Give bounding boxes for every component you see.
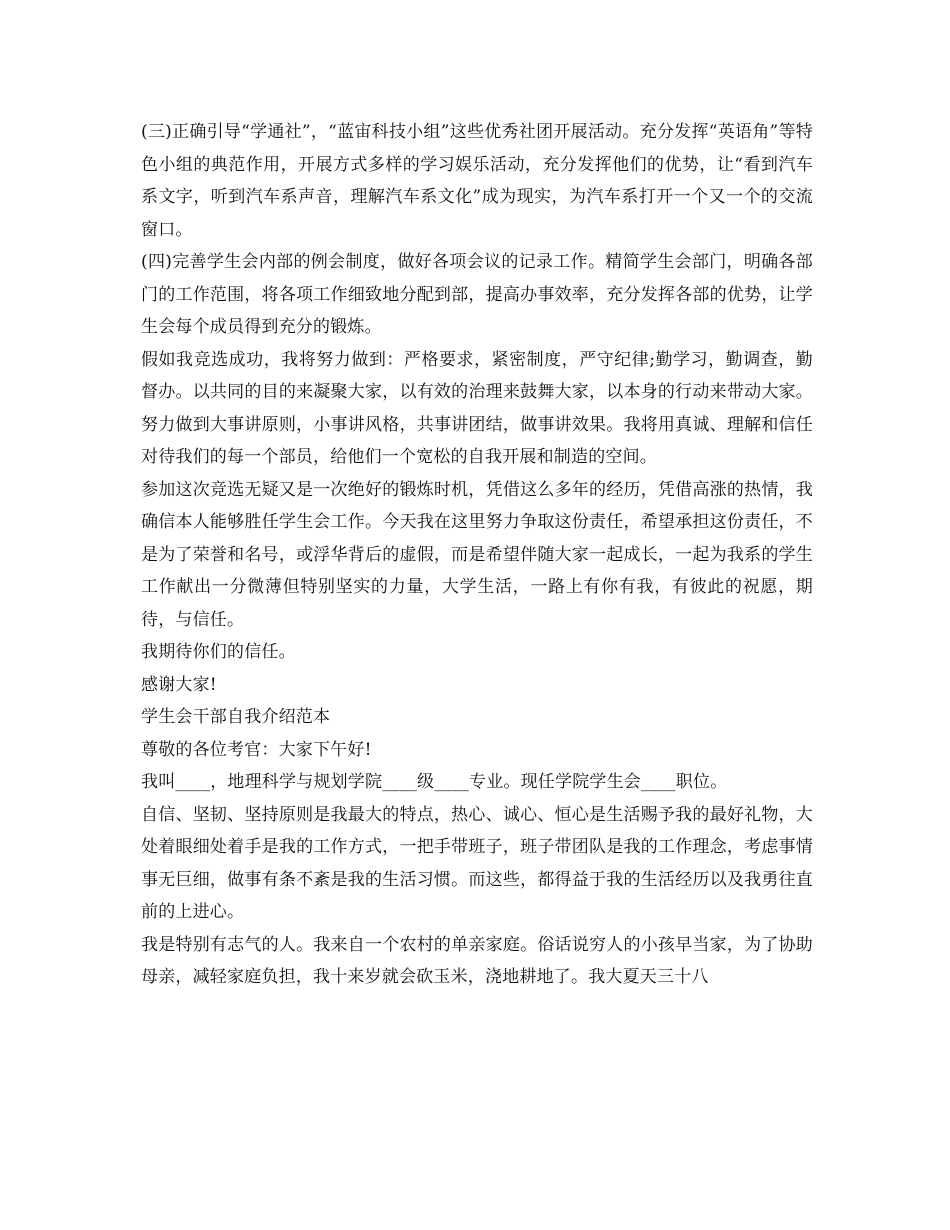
paragraph-greeting: 尊敬的各位考官：大家下午好! (141, 739, 372, 760)
paragraph-section-four: (四)完善学生会内部的例会制度，做好各项会议的记录工作。精简学生会部门，明确各部门的工作范围，将各项工作细致地分配到部，提高办事效率，充分发挥各部的优势，让学生会每个成员得到充分的锻炼。 (141, 252, 813, 337)
paragraph-expect-trust: 我期待你们的信任。 (141, 642, 296, 662)
paragraph-if-elected: 假如我竞选成功，我将努力做到：严格要求，紧密制度，严守纪律;勤学习，勤调查，勤督办。以共同的目的来凝聚大家，以有效的治理来鼓舞大家，以本身的行动来带动大家。努力做到大事讲原则，小事讲风格，共事讲团结，做事讲效果。我将用真诚、理解和信任对待我们的每一个部员，给他们一个宽松的自我开展和制造的空间。 (141, 349, 813, 467)
paragraph-section-three: (三)正确引导“学通社”，“蓝宙科技小组”这些优秀社团开展活动。充分发挥“英语角”等特色小组的典范作用，开展方式多样的学习娱乐活动，充分发挥他们的优势，让“看到汽车系文字，听到汽车系声音，理解汽车系文化”成为现实，为汽车系打开一个又一个的交流窗口。 (141, 122, 813, 240)
paragraph-thanks: 感谢大家! (141, 674, 217, 695)
paragraph-self-intro: 我叫____，地理科学与规划学院____级____专业。现任学院学生会____职位。 (141, 772, 728, 792)
paragraph-background: 我是特别有志气的人。我来自一个农村的单亲家庭。俗话说穷人的小孩早当家，为了协助母亲，减轻家庭负担，我十来岁就会砍玉米，浇地耕地了。我大夏天三十八 (141, 934, 813, 987)
section-title: 学生会干部自我介绍范本 (141, 707, 331, 727)
paragraph-traits: 自信、坚韧、坚持原则是我最大的特点，热心、诚心、恒心是生活赐予我的最好礼物，大处着眼细处着手是我的工作方式，一把手带班子，班子带团队是我的工作理念，考虑事情事无巨细，做事有条不紊是我的生活习惯。而这些，都得益于我的生活经历以及我勇往直前的上进心。 (141, 804, 813, 922)
document-body (141, 116, 813, 994)
paragraph-election-opportunity: 参加这次竞选无疑又是一次绝好的锻炼时机，凭借这么多年的经历，凭借高涨的热情，我确信本人能够胜任学生会工作。今天我在这里努力争取这份责任，希望承担这份责任，不是为了荣誉和名号，或浮华背后的虚假，而是希望伴随大家一起成长，一起为我系的学生工作献出一分微薄但特别坚实的力量，大学生活，一路上有你有我，有彼此的祝愿，期待，与信任。 (141, 479, 813, 630)
